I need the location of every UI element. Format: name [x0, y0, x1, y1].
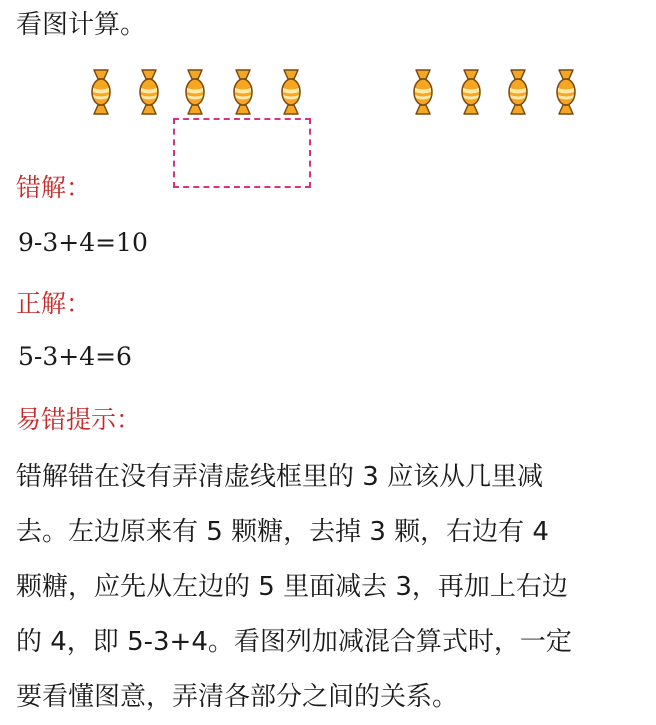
candy-icon	[278, 68, 304, 116]
candy-icon	[410, 68, 436, 116]
problem-title: 看图计算。	[16, 10, 147, 40]
hint-paragraph	[16, 450, 638, 725]
hint-label: 易错提示：	[16, 405, 142, 434]
candy-icon	[182, 68, 208, 116]
candy-icon	[136, 68, 162, 116]
dashed-box	[173, 118, 311, 188]
right-label: 正解：	[16, 289, 92, 318]
candy-icon	[505, 68, 531, 116]
right-equation: 5-3+4=6	[18, 342, 132, 371]
candy-icon	[88, 68, 114, 116]
wrong-label: 错解：	[16, 173, 92, 202]
candy-icon	[230, 68, 256, 116]
hint-line: 要看懂图意，弄清各部分之间的关系。	[16, 682, 459, 712]
hint-line: 错解错在没有弄清虚线框里的 3 应该从几里减	[16, 462, 544, 492]
candy-icon	[553, 68, 579, 116]
wrong-equation: 9-3+4=10	[18, 228, 148, 257]
hint-line: 颗糖，应先从左边的 5 里面减去 3，再加上右边	[16, 572, 568, 602]
hint-line: 的 4，即 5-3+4。看图列加减混合算式时，一定	[16, 627, 572, 657]
candy-picture	[0, 60, 656, 140]
candy-icon	[458, 68, 484, 116]
hint-line: 去。左边原来有 5 颗糖，去掉 3 颗，右边有 4	[16, 517, 549, 547]
